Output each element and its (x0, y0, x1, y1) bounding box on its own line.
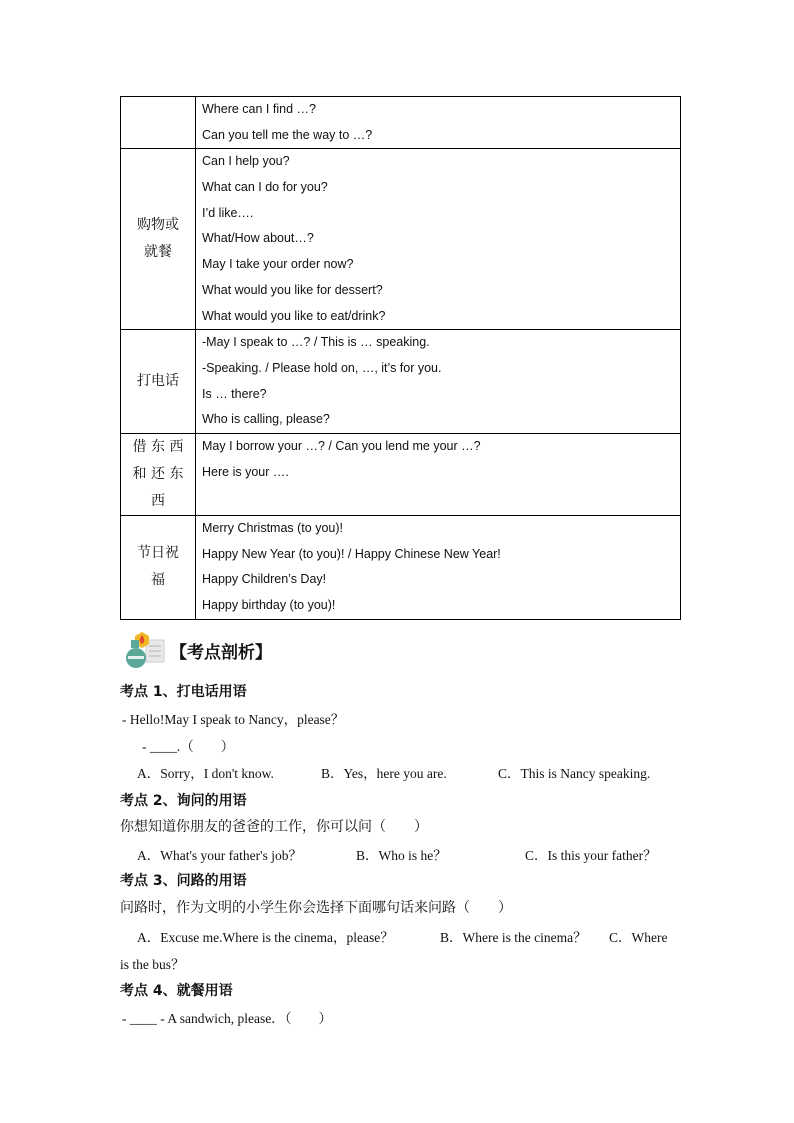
table-row (121, 149, 681, 330)
phrase-table (120, 96, 681, 620)
category-label: 节日祝 (137, 545, 179, 562)
flask-icon (122, 630, 166, 670)
category-cell (121, 97, 196, 149)
category-label: 西 (151, 492, 165, 509)
category-cell (121, 149, 196, 330)
phrase-line: May I borrow your …? / Can you lend me your …? (202, 438, 481, 453)
table-row (121, 433, 681, 515)
phrase-line: I’d like…. (202, 205, 254, 220)
phrase-line: Who is calling, please? (202, 412, 330, 427)
category-label: 借 东 西 (132, 438, 184, 455)
category-cell (121, 433, 196, 515)
point-2-option-a: A．What's your father's job？ (137, 848, 302, 863)
point-1-option-a: A．Sorry，I don't know. (137, 766, 274, 781)
phrase-line: Merry Christmas (to you)! (202, 520, 343, 535)
point-3-option-c: C．Where (609, 930, 668, 945)
point-1-heading: 考点 1、打电话用语 (120, 684, 247, 700)
phrases-cell (196, 97, 681, 149)
point-2-option-b: B．Who is he？ (356, 848, 447, 863)
point-3-option-c-continued: is the bus？ (120, 957, 185, 972)
phrase-line: Can you tell me the way to …? (202, 127, 373, 142)
phrase-line: Here is your …. (202, 464, 289, 479)
phrase-line: -May I speak to …? / This is … speaking. (202, 335, 430, 350)
table-row (121, 97, 681, 149)
point-3-heading: 考点 3、问路的用语 (120, 873, 247, 889)
point-4-heading: 考点 4、就餐用语 (120, 983, 233, 999)
table-row (121, 330, 681, 434)
phrase-line: May I take your order now? (202, 257, 354, 272)
phrase-line: -Speaking. / Please hold on, …, it’s for you. (202, 360, 442, 375)
phrase-line: What/How about…? (202, 231, 314, 246)
phrases-cell (196, 433, 681, 515)
point-3-option-a: A．Excuse me.Where is the cinema，please？ (137, 930, 394, 945)
point-3-question: 问路时，作为文明的小学生你会选择下面哪句话来问路（ ） (120, 900, 512, 916)
category-label: 福 (151, 572, 165, 589)
table-row (121, 515, 681, 619)
category-label: 打电话 (137, 373, 179, 390)
phrases-cell (196, 515, 681, 619)
point-2-question: 你想知道你朋友的爸爸的工作，你可以问（ ） (120, 819, 428, 835)
category-label: 购物或 (137, 217, 179, 234)
phrase-line: What can I do for you? (202, 180, 328, 195)
phrase-line: Happy Children’s Day! (202, 572, 327, 587)
point-1-option-c: C．This is Nancy speaking. (498, 766, 651, 781)
point-2-heading: 考点 2、询问的用语 (120, 793, 247, 809)
phrase-line: What would you like for dessert? (202, 282, 383, 297)
section-title: 【考点剖析】 (170, 643, 272, 663)
category-label: 就餐 (144, 244, 172, 261)
phrase-line: Happy birthday (to you)! (202, 598, 336, 612)
phrase-line: Happy New Year (to you)! / Happy Chinese New Year! (202, 546, 501, 561)
point-3-option-b: B．Where is the cinema？ (440, 930, 587, 945)
phrase-line: What would you like to eat/drink? (202, 308, 386, 323)
point-2-option-c: C．Is this your father？ (525, 848, 657, 863)
phrases-cell (196, 149, 681, 330)
category-cell (121, 330, 196, 434)
phrases-cell (196, 330, 681, 434)
phrase-line: Where can I find …? (202, 102, 316, 116)
phrase-line: Can I help you? (202, 154, 290, 169)
point-4-question: - ____ - A sandwich, please．（ ） (122, 1011, 332, 1026)
point-1-option-b: B．Yes，here you are. (321, 766, 447, 781)
point-1-answer-blank: - ____.（ ） (142, 739, 235, 754)
phrase-line: Is … there? (202, 386, 267, 401)
point-1-question: - Hello!May I speak to Nancy，please？ (122, 712, 345, 727)
category-cell (121, 515, 196, 619)
category-label: 和 还 东 (132, 465, 184, 482)
